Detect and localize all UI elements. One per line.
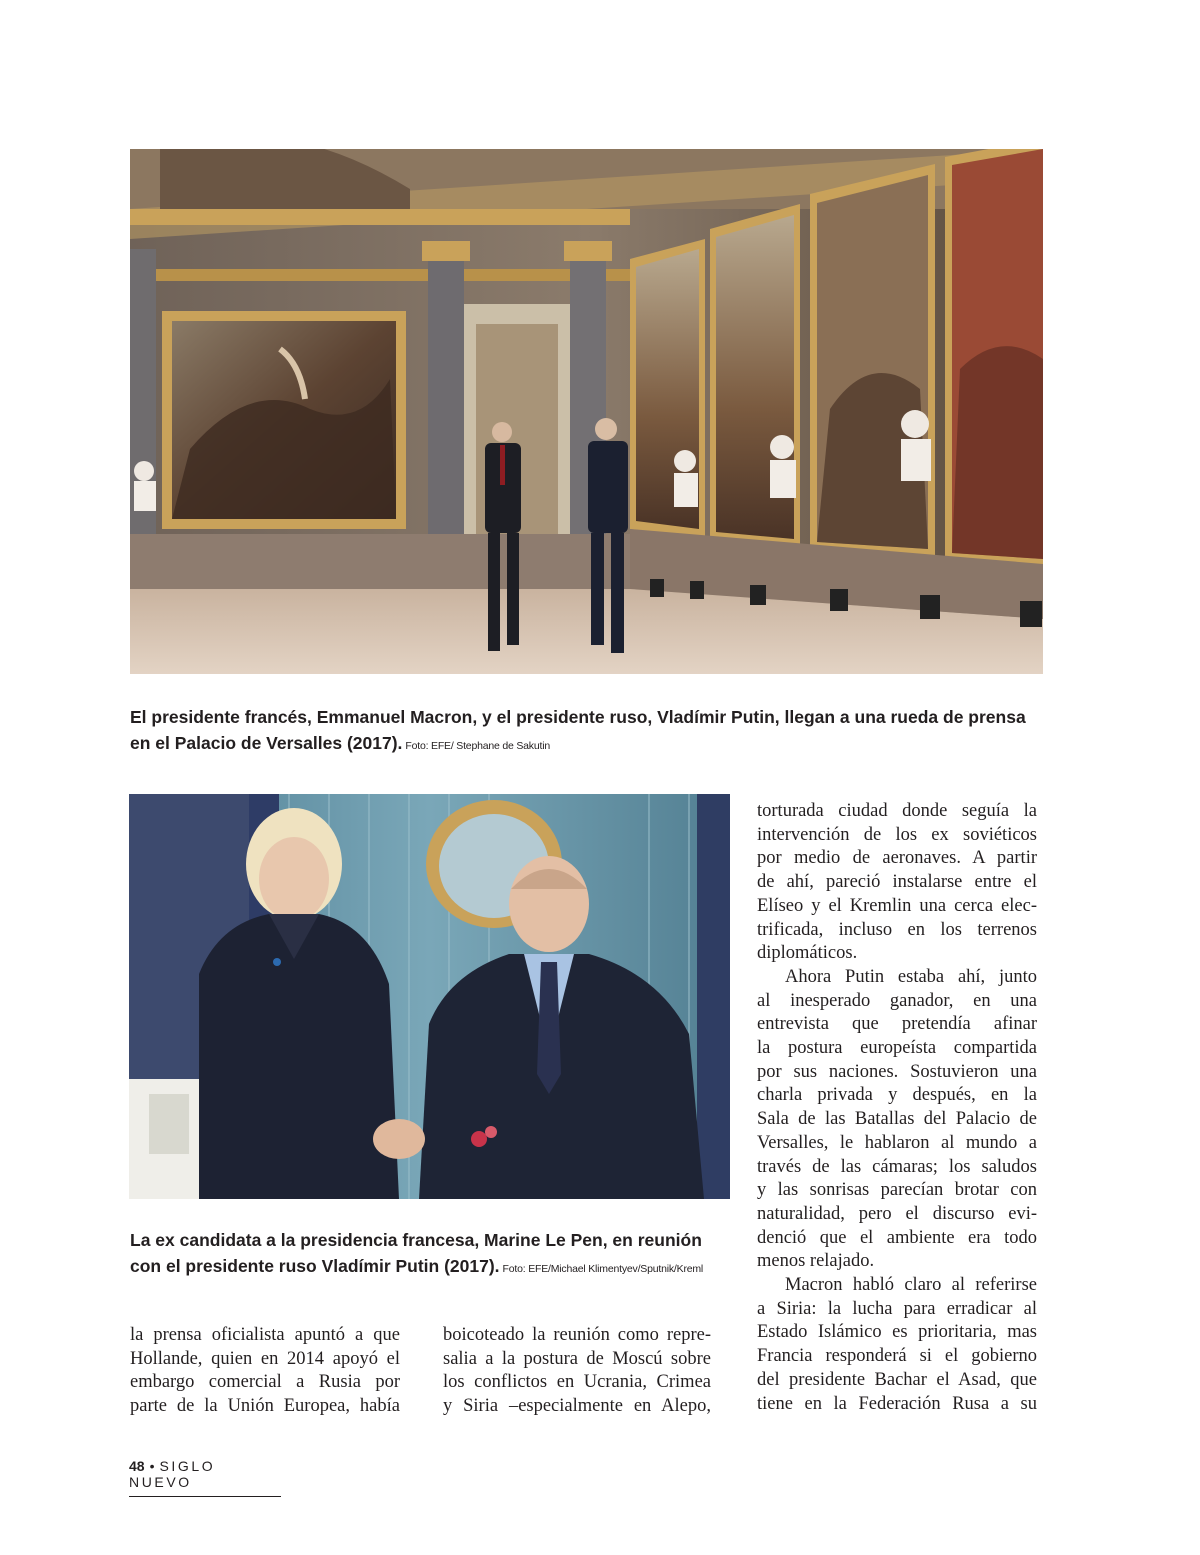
text-line: Elíseo y el Kremlin una cerca elec- — [757, 895, 1037, 916]
page-footer — [129, 1458, 281, 1497]
text-line: la postura europeísta compartida — [757, 1038, 1037, 1059]
photo-lepen-putin — [129, 794, 730, 1199]
paragraph — [757, 800, 1037, 966]
photo-lepen-putin-image — [129, 794, 730, 1199]
text-line: entrevista que pretendía afinar — [757, 1014, 1037, 1035]
paragraph — [443, 1324, 711, 1419]
photo-versailles — [130, 149, 1043, 674]
page-number: 48 — [129, 1458, 145, 1474]
text-line: intervención de los ex soviéticos — [757, 824, 1037, 845]
photo-lepen-putin-caption — [130, 1227, 730, 1282]
paragraph — [130, 1324, 400, 1419]
article-column-2 — [443, 1324, 711, 1419]
text-line: Ahora Putin estaba ahí, junto — [785, 966, 1037, 987]
photo-credit: Foto: EFE/Michael Klimentyev/Sputnik/Kreml — [502, 1263, 704, 1275]
caption-text: La ex candidata a la presidencia francesa, Marine Le Pen, en reunión con el presidente ruso Vladímir Putin (2017). — [130, 1230, 702, 1276]
paragraph — [757, 966, 1037, 1274]
text-line: diplomáticos. — [757, 943, 858, 964]
text-line: Hollande, quien en 2014 apoyó el — [130, 1348, 400, 1369]
text-line: tiene en la Federación Rusa a su — [757, 1393, 1037, 1414]
article-column-1 — [130, 1324, 400, 1419]
text-line: través de las cámaras; los saludos — [757, 1156, 1037, 1177]
magazine-name: SIGLO NUEVO — [129, 1458, 216, 1490]
caption-text: El presidente francés, Emmanuel Macron, y el presidente ruso, Vladímir Putin, llegan a una rueda de prensa en el Palacio de Versalles (2017). — [130, 707, 1026, 753]
text-line: trificada, incluso en los terrenos — [757, 919, 1037, 940]
text-line: los conflictos en Ucrania, Crimea — [443, 1372, 711, 1393]
text-line: por medio de aeronaves. A partir — [757, 848, 1037, 869]
photo-versailles-image — [130, 149, 1043, 674]
text-line: parte de la Unión Europea, había — [130, 1396, 400, 1417]
text-line: naturalidad, pero el discurso evi- — [757, 1203, 1037, 1224]
text-line: a Siria: la lucha para erradicar al — [757, 1298, 1037, 1319]
text-line: Versalles, le hablaron al mundo a — [757, 1132, 1037, 1153]
text-line: y las sonrisas parecían brotar con — [757, 1180, 1037, 1201]
text-line: embargo comercial a Rusia por — [130, 1372, 400, 1393]
text-line: denció que el ambiente era todo — [757, 1227, 1037, 1248]
text-line: del presidente Bachar el Asad, que — [757, 1369, 1037, 1390]
text-line: salia a la postura de Moscú sobre — [443, 1348, 711, 1369]
text-line: al inesperado ganador, en una — [757, 990, 1037, 1011]
text-line: Sala de las Batallas del Palacio de — [757, 1109, 1037, 1130]
text-line: Francia responderá si el gobierno — [757, 1346, 1037, 1367]
text-line: por sus naciones. Sostuvieron una — [757, 1061, 1037, 1082]
photo-credit: Foto: EFE/ Stephane de Sakutin — [405, 740, 550, 752]
article-column-3 — [757, 800, 1037, 1416]
footer-separator: • — [149, 1458, 155, 1474]
text-line: la prensa oficialista apuntó a que — [130, 1325, 400, 1345]
text-line: menos relajado. — [757, 1251, 875, 1272]
text-line: boicoteado la reunión como repre- — [443, 1325, 711, 1345]
text-line: Macron habló claro al referirse — [785, 1275, 1037, 1296]
text-line: Estado Islámico es prioritaria, mas — [757, 1322, 1037, 1343]
text-line: y Siria –especialmente en Alepo, — [443, 1396, 711, 1417]
text-line: charla privada y después, en la — [757, 1085, 1037, 1106]
text-line: de ahí, pareció instalarse entre el — [757, 872, 1037, 893]
text-line: torturada ciudad donde seguía la — [757, 801, 1037, 821]
paragraph — [757, 1274, 1037, 1416]
photo-versailles-caption — [130, 704, 1050, 759]
